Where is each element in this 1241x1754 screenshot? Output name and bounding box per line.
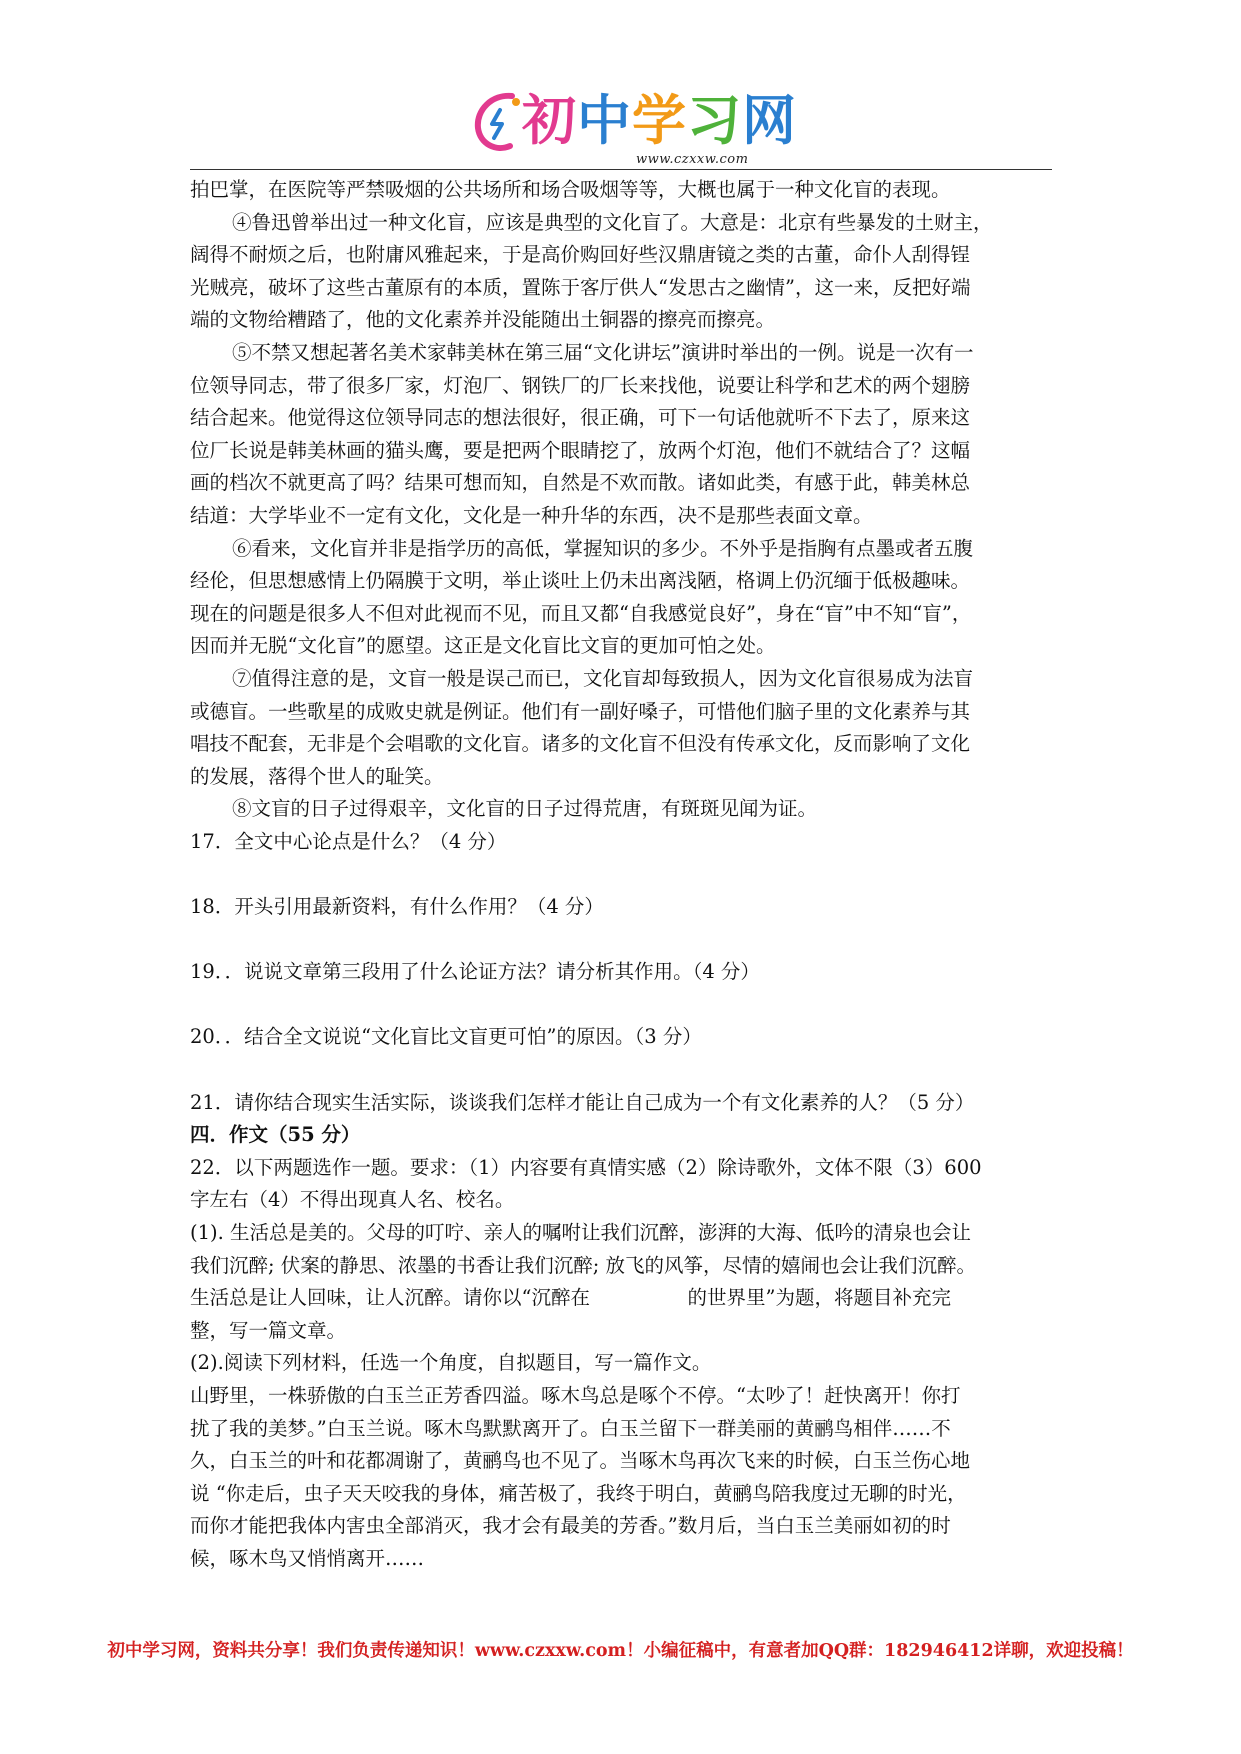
paragraph-line: 经伦，但思想感情上仍隔膜于文明，举止谈吐上仍未出离浅陋，格调上仍沉缅于低极趣味。	[190, 569, 971, 593]
question-19: 19．．说说文章第三段用了什么论证方法？请分析其作用。（4 分）	[190, 960, 760, 984]
option-line: 山野里，一株骄傲的白玉兰正芳香四溢。啄木鸟总是啄个不停。“太吵了！赶快离开！你打	[190, 1383, 961, 1407]
paragraph-8: ⑧文盲的日子过得艰辛，文化盲的日子过得荒唐，有斑斑见闻为证。	[232, 797, 818, 821]
paragraph-line: 的发展，落得个世人的耻笑。	[190, 764, 444, 788]
answer-space	[190, 924, 1060, 957]
option-line: 我们沉醉; 伏案的静思、浓墨的书香让我们沉醉; 放飞的风筝，尽情的嬉闹也会让我们沉醉。	[190, 1253, 977, 1277]
paragraph-line: ⑤不禁又想起著名美术家韩美林在第三届“文化讲坛”演讲时举出的一例。说是一次有一	[232, 340, 974, 364]
logo-wordmark	[522, 86, 797, 156]
essay-option-1	[190, 1217, 1060, 1347]
option-line: 生活总是让人回味，让人沉醉。请你以“沉醉在 的世界里”为题，将题目补充完	[190, 1286, 951, 1310]
question-17: 17．全文中心论点是什么？（4 分）	[190, 829, 507, 853]
option-line: 候，啄木鸟又悄悄离开……	[190, 1546, 425, 1570]
question-20: 20．．结合全文说说“文化盲比文盲更可怕”的原因。（3 分）	[190, 1025, 702, 1049]
paragraph-line: 画的档次不就更高了吗？结果可想而知，自然是不欢而散。诸如此类，有感于此，韩美林总	[190, 471, 971, 495]
paragraph-line: 位厂长说是韩美林画的猫头鹰，要是把两个眼睛挖了，放两个灯泡，他们不就结合了？这幅	[190, 438, 971, 462]
paragraph-line: 阔得不耐烦之后，也附庸风雅起来，于是高价购回好些汉鼎唐镜之类的古董，命仆人刮得锃	[190, 243, 971, 267]
logo-char: 学	[632, 89, 687, 152]
essay-option-2	[190, 1347, 1060, 1575]
option-line: 扰了我的美梦。”白玉兰说。啄木鸟默默离开了。白玉兰留下一群美丽的黄鹂鸟相伴……不	[190, 1416, 951, 1440]
paragraph-line: 端的文物给糟踏了，他的文化素养并没能随出土铜器的擦亮而擦亮。	[190, 308, 776, 332]
option-line: 而你才能把我体内害虫全部消灭，我才会有最美的芳香。”数月后，当白玉兰美丽如初的时	[190, 1514, 951, 1538]
paragraph-line: ⑥看来，文化盲并非是指学历的高低，掌握知识的多少。不外乎是指胸有点墨或者五腹	[232, 536, 974, 560]
paragraph-line: 因而并无脱“文化盲”的愿望。这正是文化盲比文盲的更加可怕之处。	[190, 634, 776, 658]
paragraph-line: 现在的问题是很多人不但对此视而不见，而且又都“自我感觉良好”，身在“盲”中不知“盲”，	[190, 601, 972, 625]
paragraph-line: 或德盲。一些歌星的成败史就是例证。他们有一副好嗓子，可惜他们脑子里的文化素养与其	[190, 699, 971, 723]
option-line: 久，白玉兰的叶和花都凋谢了，黄鹂鸟也不见了。当啄木鸟再次飞来的时候，白玉兰伤心地	[190, 1449, 971, 1473]
answer-space	[190, 1054, 1060, 1087]
footer-banner: 初中学习网，资料共分享！我们负责传递知识！www.czxxw.com！小编征稿中，有意者加QQ群：182946412详聊，欢迎投稿！	[107, 1641, 1134, 1661]
option-intro: (2).阅读下列材料，任选一个角度，自拟题目，写一篇作文。	[190, 1351, 712, 1375]
paragraph-6	[190, 533, 1060, 663]
question-21: 21．请你结合现实生活实际，谈谈我们怎样才能让自己成为一个有文化素养的人？（5 分）	[190, 1090, 975, 1114]
paragraph-line: ④鲁迅曾举出过一种文化盲，应该是典型的文化盲了。大意是：北京有些暴发的土财主，	[232, 210, 993, 234]
paragraph-7	[190, 663, 1060, 793]
site-logo	[470, 86, 797, 167]
paragraph-line: ⑦值得注意的是，文盲一般是误己而已，文化盲却每致损人，因为文化盲很易成为法盲	[232, 666, 974, 690]
logo-char: 初	[522, 89, 577, 152]
question-22-line: 22．以下两题选作一题。要求：（1）内容要有真情实感（2）除诗歌外，文体不限（3）600	[190, 1155, 982, 1179]
logo-url: www.czxxw.com	[636, 152, 749, 167]
question-22-line: 字左右（4）不得出现真人名、校名。	[190, 1188, 515, 1212]
answer-space	[190, 989, 1060, 1022]
paragraph-line: 唱技不配套，无非是个会唱歌的文化盲。诸多的文化盲不但没有传承文化，反而影响了文化	[190, 732, 971, 756]
paragraph-line: 结合起来。他觉得这位领导同志的想法很好，很正确，可下一句话他就听不下去了，原来这	[190, 406, 971, 430]
logo-swirl-icon	[470, 88, 530, 156]
question-18: 18．开头引用最新资料，有什么作用？（4 分）	[190, 895, 604, 919]
answer-space	[190, 858, 1060, 891]
document-body	[190, 174, 1060, 1576]
paragraph-5	[190, 337, 1060, 533]
paragraph-line: 拍巴掌，在医院等严禁吸烟的公共场所和场合吸烟等等，大概也属于一种文化盲的表现。	[190, 178, 951, 201]
paragraph-line: 位领导同志，带了很多厂家，灯泡厂、钢铁厂的厂长来找他，说要让科学和艺术的两个翅膀	[190, 373, 971, 397]
option-line: 整，写一篇文章。	[190, 1318, 347, 1342]
logo-char: 习	[687, 89, 742, 152]
option-line: 说 “你走后，虫子天天咬我的身体，痛苦极了，我终于明白，黄鹂鸟陪我度过无聊的时光，	[190, 1481, 967, 1505]
logo-char: 中	[577, 89, 632, 152]
paragraph-4	[190, 207, 1060, 337]
paragraph-line: 光贼亮，破坏了这些古董原有的本质，置陈于客厅供人“发思古之幽情”，这一来，反把好端	[190, 275, 971, 299]
option-line: (1). 生活总是美的。父母的叮咛、亲人的嘱咐让我们沉醉，澎湃的大海、低吟的清泉也会让	[190, 1221, 972, 1244]
logo-char: 网	[742, 89, 797, 152]
section-heading: 四．作文（55 分）	[190, 1123, 361, 1147]
paragraph-line: 结道：大学毕业不一定有文化，文化是一种升华的东西，决不是那些表面文章。	[190, 503, 873, 527]
header-divider	[190, 169, 1052, 170]
